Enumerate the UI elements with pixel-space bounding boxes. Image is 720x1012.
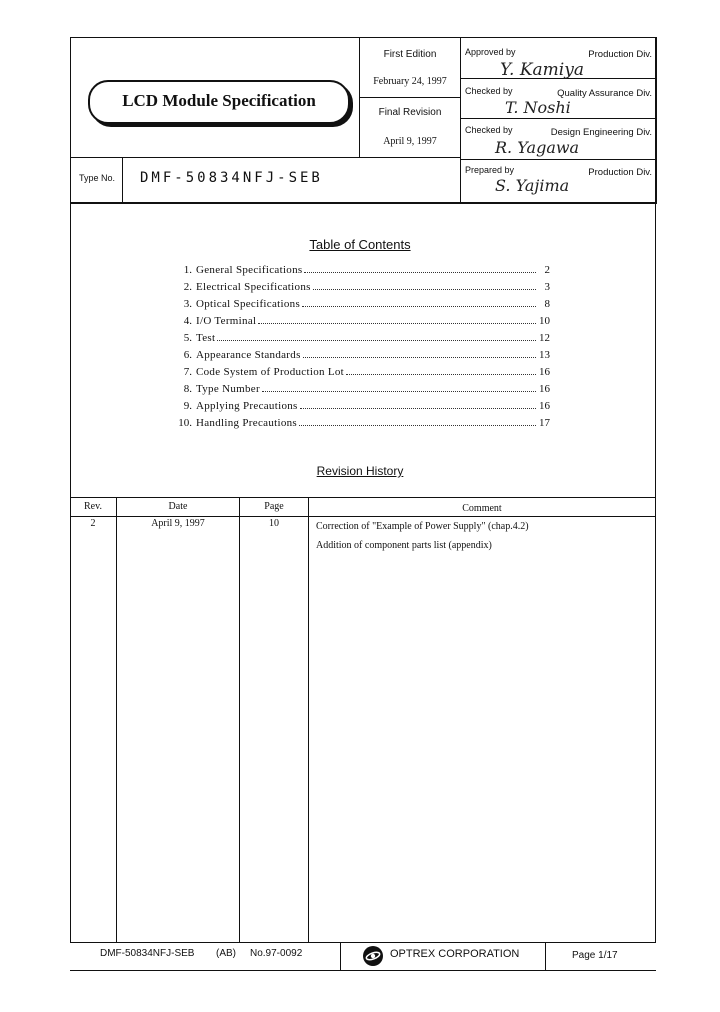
title-banner bbox=[88, 80, 350, 124]
revision-table-header-bottom bbox=[70, 516, 656, 517]
toc-item[interactable] bbox=[172, 264, 550, 280]
approval-0-signature: Y. Kamiya bbox=[500, 60, 584, 80]
header-bottom-border bbox=[70, 202, 657, 204]
footer-page: Page 1/17 bbox=[572, 950, 618, 961]
header-left-border bbox=[70, 37, 71, 203]
toc-item-page: 17 bbox=[539, 417, 550, 429]
toc-item-number: 7. bbox=[183, 366, 192, 378]
toc-leader bbox=[304, 272, 536, 273]
revision-col-comment: Comment bbox=[462, 503, 502, 514]
toc-item-page: 8 bbox=[544, 298, 550, 310]
revision-row-date: April 9, 1997 bbox=[151, 518, 205, 529]
toc-item[interactable] bbox=[172, 417, 550, 433]
approval-0-division: Production Div. bbox=[588, 49, 652, 60]
toc-item-number: 6. bbox=[183, 349, 192, 361]
toc-item-page: 16 bbox=[539, 400, 550, 412]
page-title: LCD Module Specification bbox=[122, 91, 316, 110]
toc-leader bbox=[302, 306, 536, 307]
revision-col-date: Date bbox=[168, 501, 188, 512]
toc-item-page: 2 bbox=[544, 264, 550, 276]
toc-item-page: 3 bbox=[544, 281, 550, 293]
approval-3-signature: S. Yajima bbox=[495, 176, 570, 195]
revision-col-rev: Rev. bbox=[84, 501, 102, 512]
toc-item[interactable] bbox=[172, 383, 550, 399]
toc-item-number: 3. bbox=[183, 298, 192, 310]
final-revision-label: Final Revision bbox=[378, 107, 442, 118]
footer-company: OPTREX CORPORATION bbox=[390, 948, 520, 960]
revision-col-divider-1 bbox=[116, 497, 117, 943]
type-no-label: Type No. bbox=[78, 173, 116, 183]
toc-item[interactable] bbox=[172, 332, 550, 348]
footer-doc-no: No.97-0092 bbox=[250, 948, 303, 959]
approval-2-signature: R. Yagawa bbox=[495, 138, 580, 157]
toc-leader bbox=[313, 289, 536, 290]
footer-divider-2 bbox=[545, 942, 546, 970]
header-top-border bbox=[70, 37, 655, 38]
page-left-border bbox=[70, 203, 71, 943]
first-edition-label: First Edition bbox=[383, 49, 437, 60]
toc-item[interactable] bbox=[172, 315, 550, 331]
revision-row-rev: 2 bbox=[90, 518, 96, 529]
revision-col-divider-2 bbox=[239, 497, 240, 943]
approval-0-role: Approved by bbox=[465, 47, 516, 57]
toc-leader bbox=[299, 425, 536, 426]
toc-item[interactable] bbox=[172, 298, 550, 314]
toc-leader bbox=[346, 374, 536, 375]
footer-bottom-border bbox=[70, 970, 656, 971]
approval-1-signature: T. Noshi bbox=[505, 98, 571, 117]
toc-item[interactable] bbox=[172, 366, 550, 382]
toc-leader bbox=[258, 323, 536, 324]
approval-3-role: Prepared by bbox=[465, 165, 515, 175]
revision-table-top bbox=[70, 497, 656, 498]
toc-leader bbox=[262, 391, 536, 392]
toc-item-page: 13 bbox=[539, 349, 550, 361]
company-logo-icon bbox=[362, 945, 384, 967]
revision-row-comment: Correction of "Example of Power Supply" (chap.4.2) bbox=[316, 521, 529, 532]
toc-item-number: 10. bbox=[178, 417, 192, 429]
approval-divider-3 bbox=[460, 159, 655, 160]
toc-item-title: I/O Terminal bbox=[196, 315, 257, 327]
final-revision-date: April 9, 1997 bbox=[383, 136, 437, 147]
toc-item-page: 10 bbox=[539, 315, 550, 327]
footer-doc-id: DMF-50834NFJ-SEB bbox=[100, 948, 195, 959]
toc-item-title: Code System of Production Lot bbox=[196, 366, 345, 378]
type-no-value: DMF-50834NFJ-SEB bbox=[140, 170, 323, 186]
header-mid-border bbox=[70, 157, 460, 158]
approval-1-role: Checked by bbox=[465, 86, 513, 96]
page-right-border bbox=[655, 203, 656, 943]
toc-item-number: 1. bbox=[183, 264, 192, 276]
toc-item-number: 5. bbox=[183, 332, 192, 344]
toc-item-title: General Specifications bbox=[196, 264, 303, 276]
revision-row-page: 10 bbox=[269, 518, 279, 529]
revision-col-page: Page bbox=[264, 501, 284, 512]
toc-item[interactable] bbox=[172, 281, 550, 297]
header-right-border bbox=[655, 37, 657, 203]
toc-leader bbox=[217, 340, 536, 341]
toc-item-title: Appearance Standards bbox=[196, 349, 301, 361]
toc-item[interactable] bbox=[172, 349, 550, 365]
toc-item-number: 8. bbox=[183, 383, 192, 395]
toc-item-title: Test bbox=[196, 332, 216, 344]
footer-divider-1 bbox=[340, 942, 341, 970]
toc-item-page: 16 bbox=[539, 383, 550, 395]
approval-divider-2 bbox=[460, 118, 655, 119]
approval-3-division: Production Div. bbox=[588, 167, 652, 178]
approval-2-role: Checked by bbox=[465, 125, 513, 135]
toc-item-page: 16 bbox=[539, 366, 550, 378]
footer-top-border bbox=[70, 942, 656, 943]
toc-item-title: Electrical Specifications bbox=[196, 281, 311, 293]
revision-row-comment: Addition of component parts list (appendix) bbox=[316, 540, 492, 551]
toc-leader bbox=[303, 357, 536, 358]
toc-heading: Table of Contents bbox=[309, 237, 411, 252]
approval-1-division: Quality Assurance Div. bbox=[557, 88, 652, 99]
revision-col-divider-3 bbox=[308, 497, 309, 943]
toc-item-number: 4. bbox=[183, 315, 192, 327]
approval-2-division: Design Engineering Div. bbox=[550, 127, 652, 138]
toc-item-number: 9. bbox=[183, 400, 192, 412]
toc-item-title: Type Number bbox=[196, 383, 260, 395]
toc-item-title: Optical Specifications bbox=[196, 298, 301, 310]
footer-rev-code: (AB) bbox=[216, 948, 236, 959]
type-no-divider bbox=[122, 157, 123, 202]
approvals-left-border bbox=[460, 37, 461, 203]
toc-item-title: Applying Precautions bbox=[196, 400, 298, 412]
toc-item-number: 2. bbox=[183, 281, 192, 293]
toc-item-title: Handling Precautions bbox=[196, 417, 298, 429]
toc-item-page: 12 bbox=[539, 332, 550, 344]
revision-heading: Revision History bbox=[316, 464, 404, 478]
toc-leader bbox=[300, 408, 536, 409]
first-edition-date: February 24, 1997 bbox=[373, 76, 447, 87]
edition-divider bbox=[360, 97, 460, 98]
toc-item[interactable] bbox=[172, 400, 550, 416]
